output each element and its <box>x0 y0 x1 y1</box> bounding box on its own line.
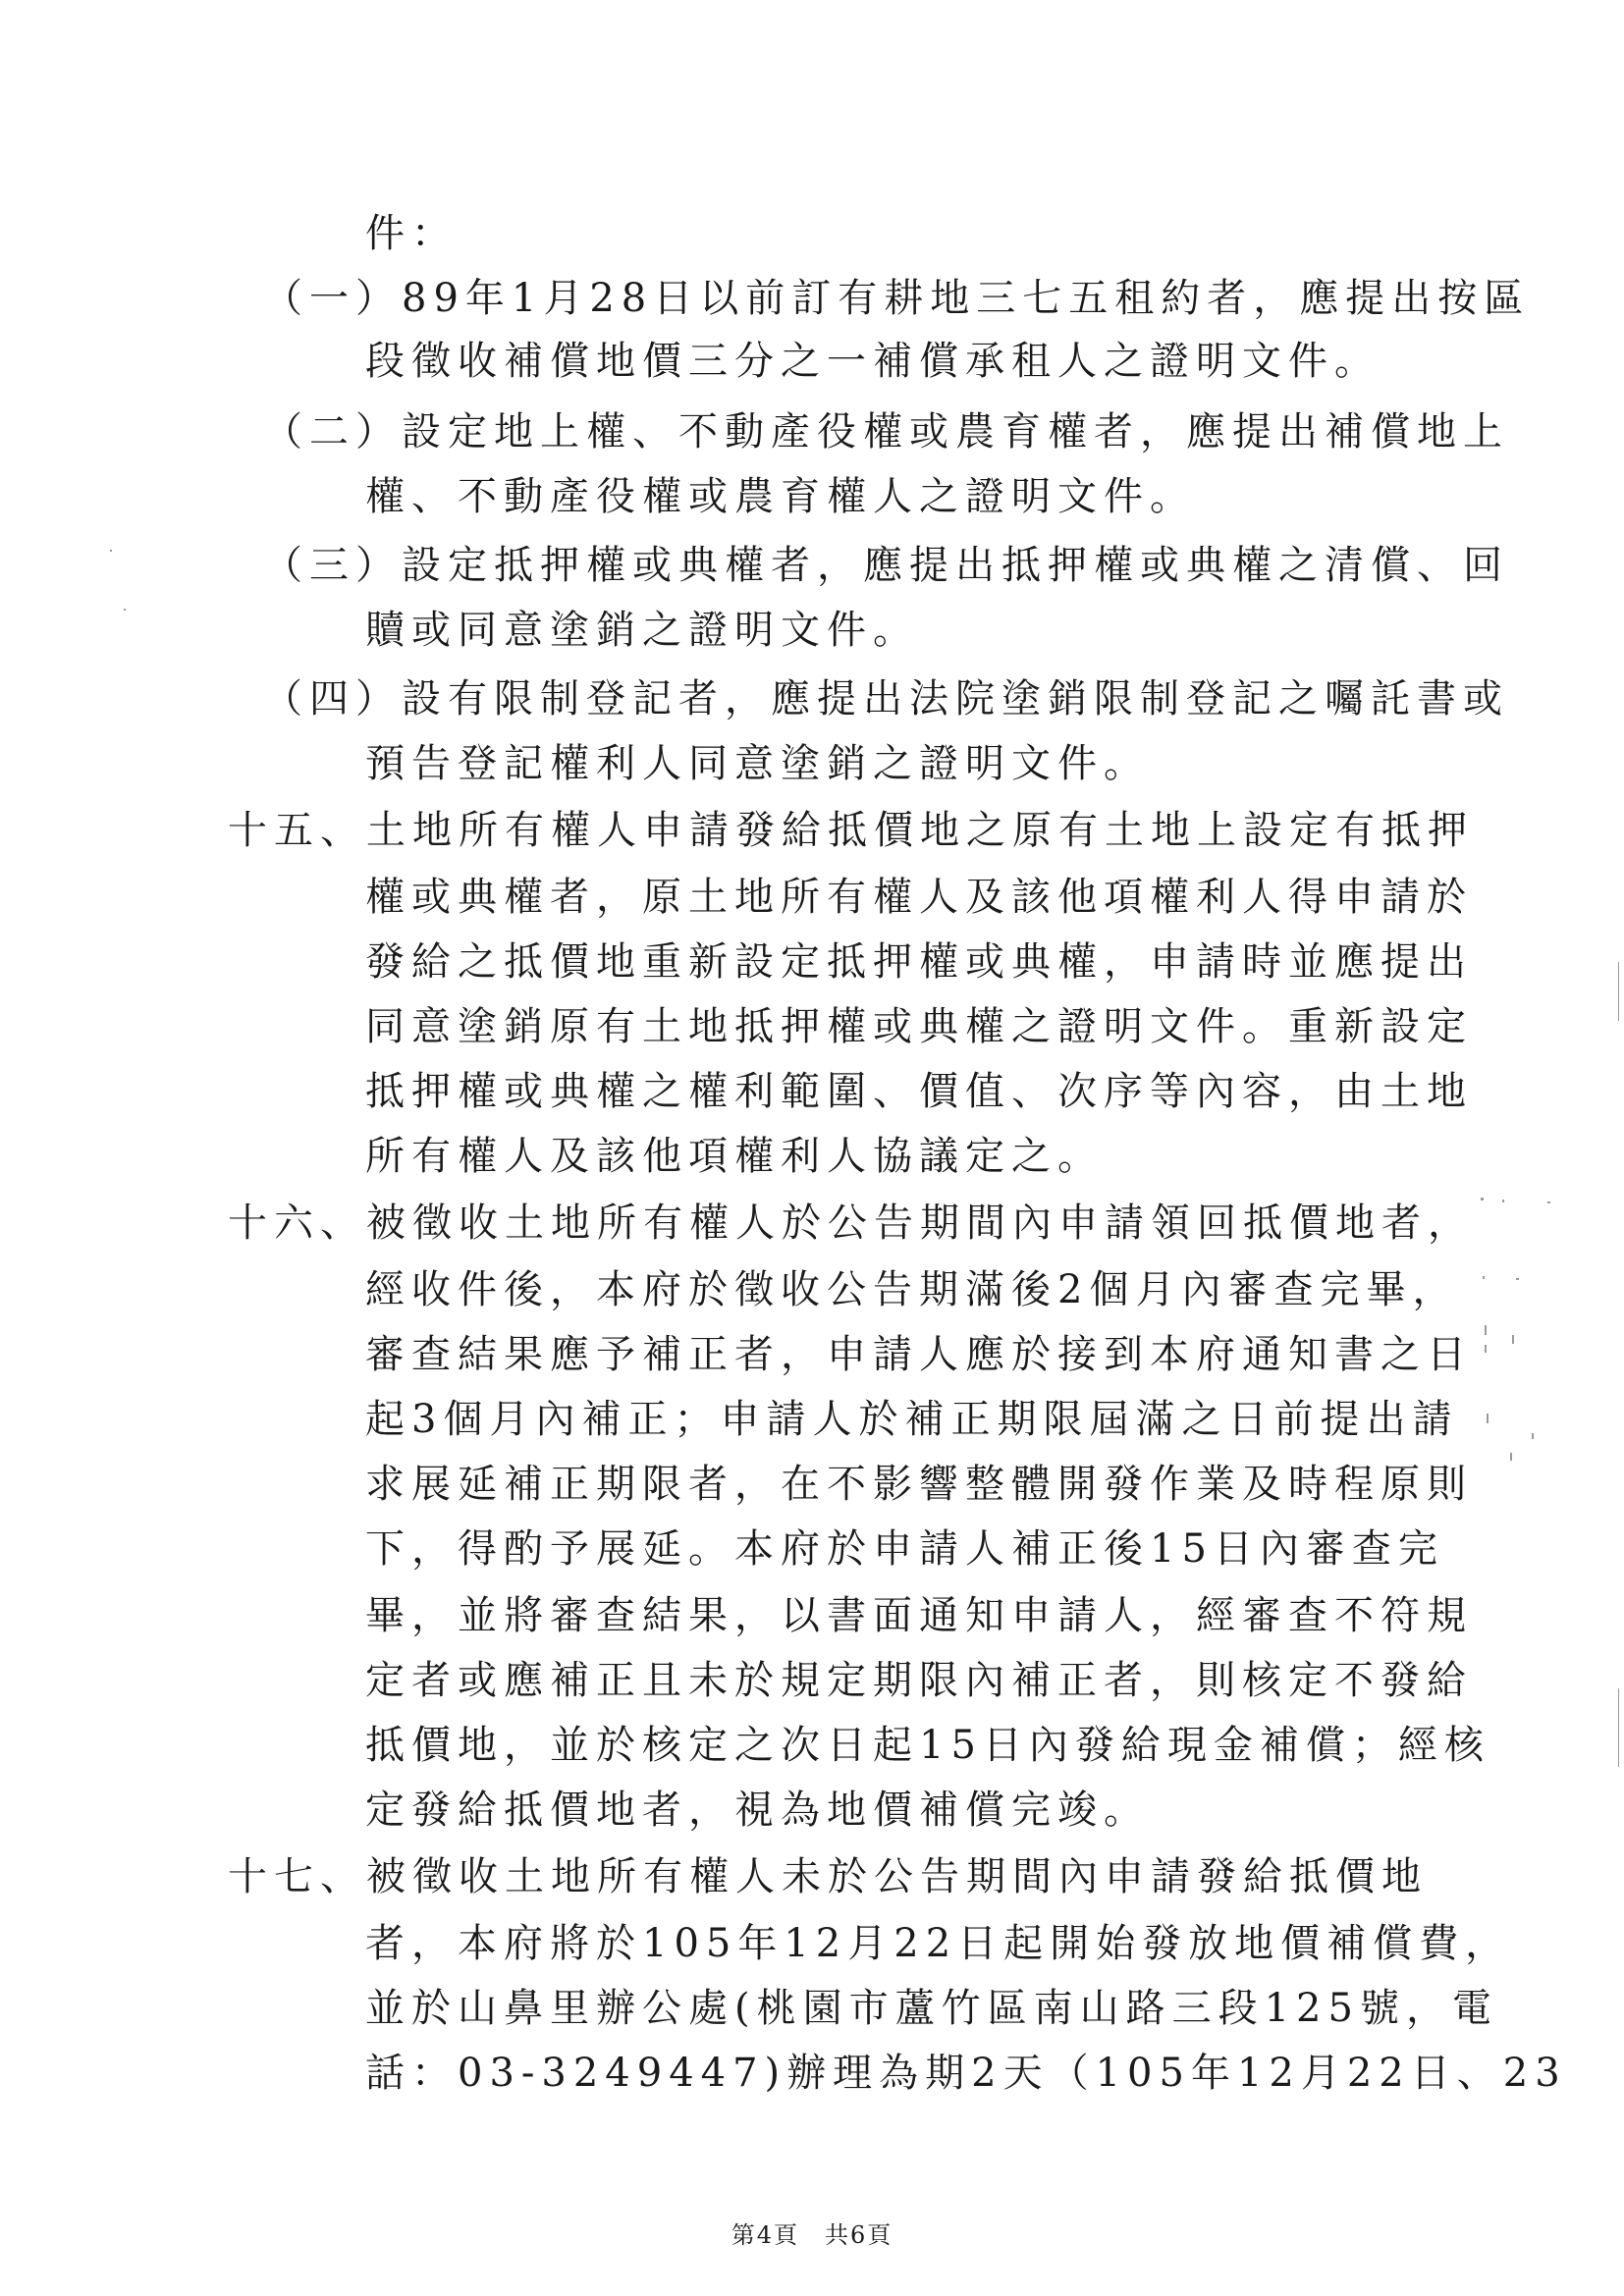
text-line-12: 發給之抵價地重新設定抵押權或典權，申請時並應提出 <box>365 939 1473 985</box>
text-line-11: 權或典權者，原土地所有權人及該他項權利人得申請於 <box>365 875 1473 920</box>
text-line-26: 十七、被徵收土地所有權人未於公告期間內申請發給抵價地 <box>228 1854 1428 1899</box>
scan-speck <box>1485 1345 1487 1353</box>
text-line-4: （二）設定地上權、不動產役權或農育權者，應提出補償地上 <box>263 409 1509 454</box>
scan-edge-mark <box>1618 962 1619 1021</box>
text-line-9: 預告登記權利人同意塗銷之證明文件。 <box>365 741 1150 786</box>
text-line-8: （四）設有限制登記者，應提出法院塗銷限制登記之囑託書或 <box>263 676 1509 721</box>
text-line-5: 權、不動產役權或農育權人之證明文件。 <box>365 474 1196 519</box>
text-line-20: 求展延補正期限者，在不影響整體開發作業及時程原則 <box>365 1462 1473 1507</box>
text-line-29: 話：03-3249447)辦理為期2天（105年12月22日、23 <box>365 2051 1567 2096</box>
text-line-1: 件： <box>365 211 458 256</box>
text-line-15: 所有權人及該他項權利人協議定之。 <box>365 1134 1104 1179</box>
scan-speck <box>1485 1325 1487 1335</box>
scan-speck <box>1481 1198 1484 1201</box>
text-line-16: 十六、被徵收土地所有權人於公告期間內申請領回抵價地者， <box>228 1201 1474 1246</box>
text-line-28: 並於山鼻里辦公處(桃園市蘆竹區南山路三段125號，電 <box>365 1986 1498 2031</box>
text-line-25: 定發給抵價地者，視為地價補償完竣。 <box>365 1788 1150 1833</box>
text-line-2: （一）89年1月28日以前訂有耕地三七五租約者，應提出按區 <box>263 276 1531 321</box>
scan-speck <box>1483 1276 1485 1279</box>
text-line-19: 起3個月內補正；申請人於補正期限屆滿之日前提出請 <box>365 1397 1459 1442</box>
text-line-6: （三）設定抵押權或典權者，應提出抵押權或典權之清償、回 <box>263 543 1509 588</box>
page-footer: 第4頁 共6頁 <box>731 2221 893 2249</box>
text-line-18: 審查結果應予補正者，申請人應於接到本府通知書之日 <box>365 1332 1473 1377</box>
text-line-24: 抵價地，並於核定之次日起15日內發給現金補償；經核 <box>365 1723 1490 1768</box>
text-line-27: 者，本府將於105年12月22日起開始發放地價補償費， <box>365 1921 1512 1966</box>
scan-speck <box>1532 1433 1534 1439</box>
text-line-21: 下，得酌予展延。本府於申請人補正後15日內審查完 <box>365 1526 1444 1572</box>
text-line-10: 十五、土地所有權人申請發給抵價地之原有土地上設定有抵押 <box>228 808 1474 853</box>
text-line-7: 贖或同意塗銷之證明文件。 <box>365 608 919 653</box>
scan-speck <box>110 550 112 552</box>
scan-speck <box>1547 1201 1550 1203</box>
scan-speck <box>1512 1335 1514 1344</box>
scan-speck <box>124 609 126 611</box>
text-line-13: 同意塗銷原有土地抵押權或典權之證明文件。重新設定 <box>365 1004 1473 1049</box>
scan-speck <box>1510 1453 1512 1461</box>
scan-speck <box>1487 1414 1489 1423</box>
scan-speck <box>1516 1278 1519 1280</box>
text-line-3: 段徵收補償地價三分之一補償承租人之證明文件。 <box>365 339 1380 384</box>
text-line-14: 抵押權或典權之權利範圍、價值、次序等內容，由土地 <box>365 1069 1473 1114</box>
text-line-17: 經收件後，本府於徵收公告期滿後2個月內審查完畢， <box>365 1267 1459 1312</box>
text-line-23: 定者或應補正且未於規定期限內補正者，則核定不發給 <box>365 1658 1473 1703</box>
scan-edge-mark <box>1618 1688 1619 1767</box>
scan-speck <box>1502 1200 1504 1202</box>
text-line-22: 畢，並將審查結果，以書面通知申請人，經審查不符規 <box>365 1593 1473 1638</box>
